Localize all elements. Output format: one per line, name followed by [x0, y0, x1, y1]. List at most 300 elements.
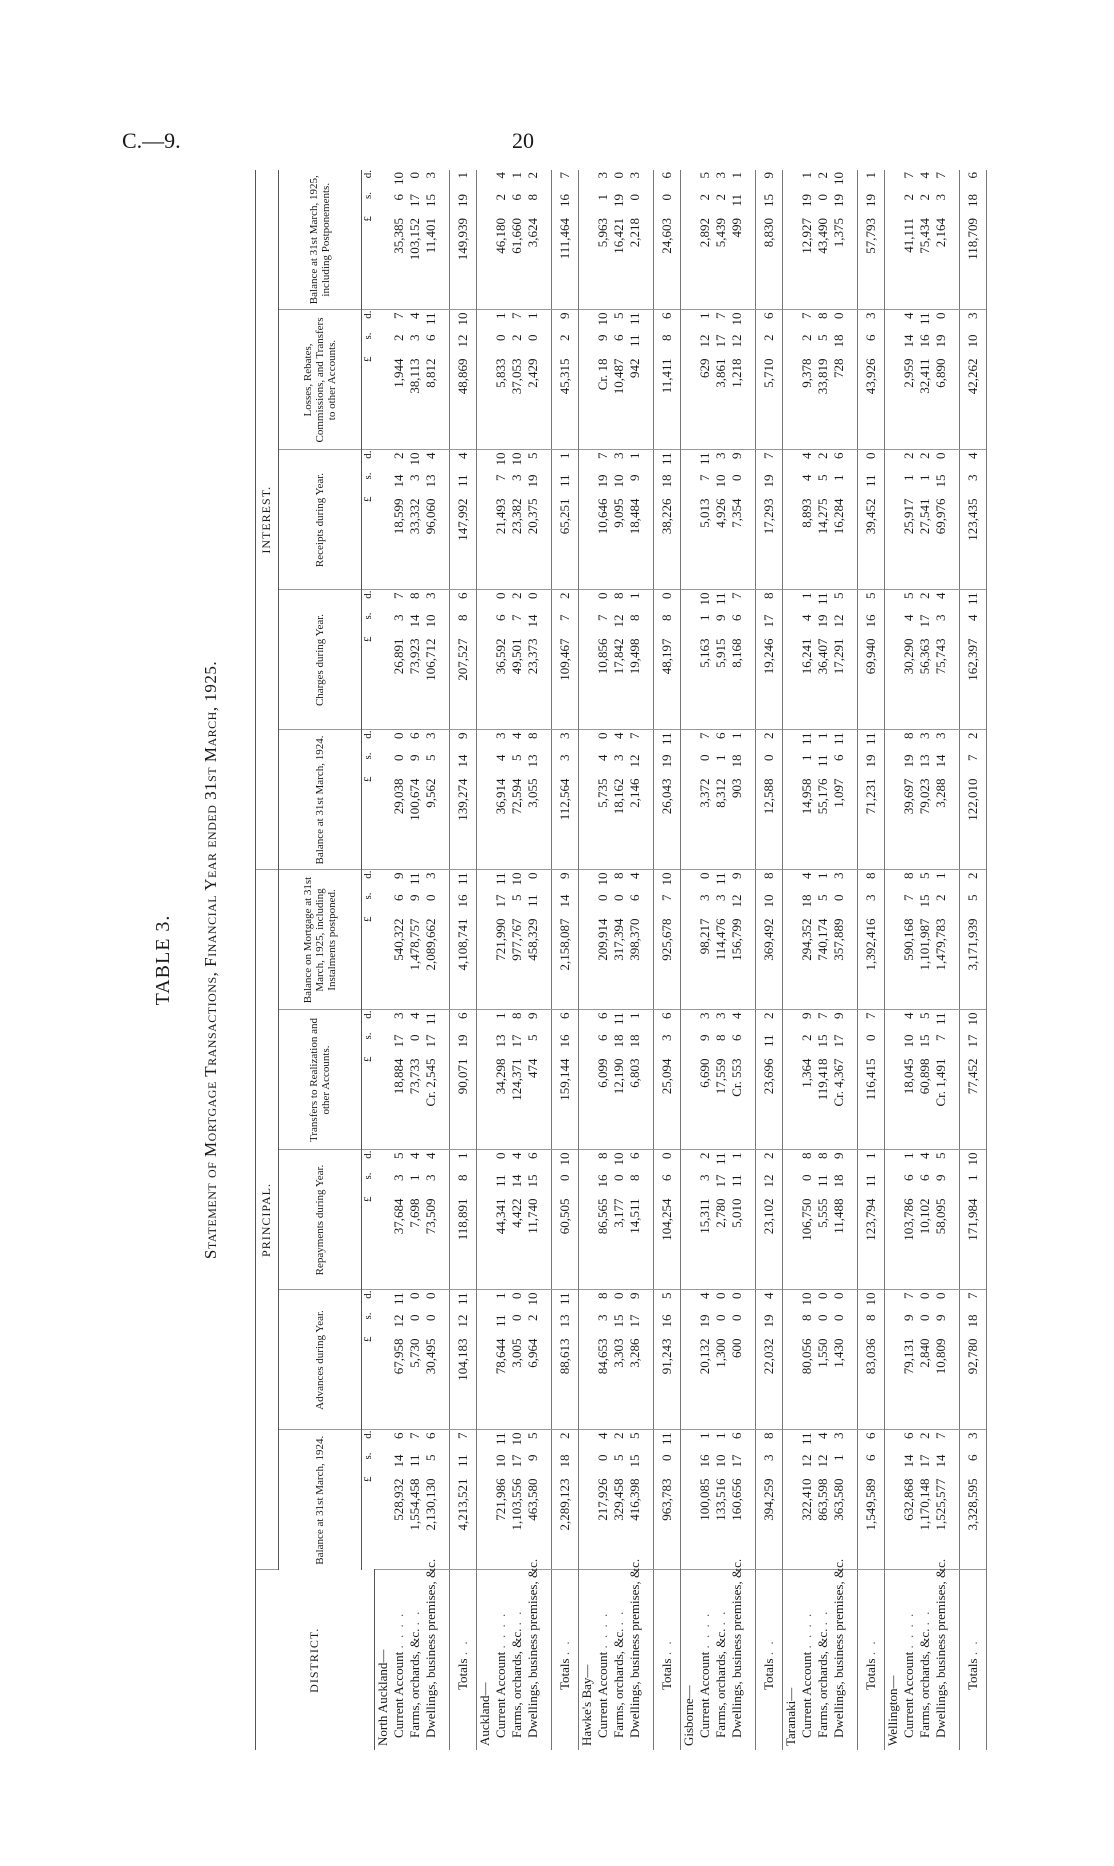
units-row: [362, 170, 375, 1750]
pounds-value: 43,926: [862, 358, 878, 395]
pounds-value: 1,554,458: [406, 1478, 422, 1531]
column-group-row: [256, 170, 279, 1750]
empty-cell: [476, 450, 493, 590]
shillings-value: 14: [932, 754, 948, 768]
pounds-value: 357,889: [830, 918, 846, 961]
amount-cell: [697, 1430, 713, 1570]
pounds-value: 1,103,556: [508, 1478, 524, 1531]
empty-cell: [680, 730, 697, 870]
amount-cell: [959, 1150, 986, 1290]
pounds-value: 18,484: [626, 498, 642, 535]
pence-value: 0: [406, 1292, 422, 1299]
amount-cell: [653, 1430, 680, 1570]
shillings-value: 3: [964, 474, 980, 481]
pounds-value: 10,646: [594, 498, 610, 535]
shillings-value: 8: [712, 1034, 728, 1041]
amount-cell: [391, 1150, 407, 1290]
shillings-value: 0: [610, 894, 626, 901]
pence-value: 11: [964, 592, 980, 606]
row-label: Farms, orchards, &c.: [508, 1628, 524, 1738]
pounds-value: 3,171,939: [964, 918, 980, 971]
shillings-value: 6: [728, 1034, 744, 1041]
shillings-value: 12: [814, 1454, 830, 1468]
shillings-value: 9: [406, 894, 422, 901]
pence-value: 1: [932, 872, 948, 879]
shillings-value: 2: [916, 194, 932, 201]
pence-value: 4: [900, 1012, 916, 1019]
shillings-value: 0: [696, 754, 712, 761]
table-row: [901, 170, 917, 1750]
shillings-value: 3: [406, 334, 422, 341]
pounds-value: 8,812: [422, 358, 438, 388]
shillings-value: 2: [798, 334, 814, 341]
row-label: Current Account: [594, 1651, 610, 1738]
shillings-value: 8: [626, 1174, 642, 1181]
pounds-value: 118,891: [454, 1198, 470, 1241]
amount-cell: [815, 170, 831, 310]
pence-value: 1: [712, 1432, 728, 1439]
shillings-value: 3: [390, 614, 406, 621]
pounds-value: 86,565: [594, 1198, 610, 1235]
amount-cell: [755, 1290, 782, 1430]
shillings-value: 18: [728, 754, 744, 768]
shillings-value: 14: [390, 474, 406, 488]
shillings-value: 12: [610, 614, 626, 628]
pence-value: 6: [594, 1012, 610, 1019]
shillings-value: 15: [814, 1034, 830, 1048]
unit-label: £: [362, 916, 374, 922]
shillings-value: 10: [712, 474, 728, 488]
amount-cell: [933, 1290, 949, 1430]
pounds-value: Cr. 4,367: [830, 1058, 846, 1107]
pounds-value: 2,892: [696, 218, 712, 248]
shillings-value: 6: [492, 614, 508, 621]
pounds-value: 17,291: [830, 638, 846, 675]
pence-value: 5: [862, 592, 878, 599]
empty-cell: [374, 590, 391, 730]
pence-value: 1: [454, 172, 470, 179]
pounds-value: 116,415: [862, 1058, 878, 1101]
shillings-value: 3: [406, 474, 422, 481]
pence-value: 10: [390, 172, 406, 185]
pence-value: 1: [728, 172, 744, 179]
shillings-value: 9: [524, 1454, 540, 1461]
pence-value: 4: [916, 1152, 932, 1159]
pence-value: 8: [524, 732, 540, 739]
amount-cell: [755, 170, 782, 310]
amount-cell: [933, 1430, 949, 1570]
empty-cell: [884, 1010, 901, 1150]
shillings-value: 5: [814, 474, 830, 481]
shillings-value: 14: [390, 1454, 406, 1468]
pounds-value: 740,174: [814, 918, 830, 961]
amount-cell: [933, 170, 949, 310]
amount-cell: [595, 1430, 611, 1570]
pence-value: 7: [594, 452, 610, 459]
amount-cell: [799, 590, 815, 730]
pence-value: 1: [626, 592, 642, 599]
shillings-value: 11: [454, 474, 470, 488]
amount-cell: [857, 450, 884, 590]
amount-cell: [713, 870, 729, 1010]
amount-cell: [815, 310, 831, 450]
pounds-value: 11,401: [422, 218, 438, 254]
document-code: C.—9.: [122, 128, 181, 153]
amount-cell: [551, 590, 578, 730]
shillings-value: 6: [862, 334, 878, 341]
column-header-row: [279, 170, 362, 1750]
amount-cell: [713, 1430, 729, 1570]
amount-cell: [857, 1150, 884, 1290]
unit-label: d.: [362, 170, 374, 179]
pounds-value: 43,490: [814, 218, 830, 254]
empty-cell: [745, 170, 756, 310]
pounds-value: 3,372: [696, 778, 712, 808]
amount-cell: [917, 170, 933, 310]
amount-cell: [917, 1290, 933, 1430]
empty-cell: [949, 730, 960, 870]
pounds-value: 159,144: [556, 1058, 572, 1101]
pence-value: 5: [932, 1152, 948, 1159]
amount-cell: [611, 1290, 627, 1430]
pounds-value: 36,914: [492, 778, 508, 815]
shillings-value: 6: [658, 1174, 674, 1181]
empty-cell: [949, 870, 960, 1010]
amount-cell: [611, 1430, 627, 1570]
unit-label: £: [362, 216, 374, 222]
amount-cell: [493, 450, 509, 590]
empty-cell: [643, 450, 654, 590]
pence-value: 5: [916, 1012, 932, 1019]
pounds-value: 322,410: [798, 1478, 814, 1521]
unit-label: £: [362, 496, 374, 502]
amount-cell: [391, 1290, 407, 1430]
row-label: Farms, orchards, &c.: [916, 1628, 932, 1738]
pence-value: 1: [900, 1152, 916, 1159]
shillings-value: 3: [610, 754, 626, 761]
amount-cell: [391, 170, 407, 310]
amount-cell: [611, 730, 627, 870]
pounds-value: 4,422: [508, 1198, 524, 1228]
amount-cell: [551, 730, 578, 870]
pence-value: 11: [712, 872, 728, 886]
row-label-cell: [959, 1570, 986, 1750]
amount-cell: [407, 450, 423, 590]
pence-value: 3: [422, 592, 438, 599]
amount-cell: [391, 450, 407, 590]
pence-value: 4: [406, 1012, 422, 1019]
amount-cell: [525, 170, 541, 310]
shillings-value: 16: [862, 614, 878, 628]
shillings-value: 17: [728, 1454, 744, 1468]
amount-cell: [831, 1150, 847, 1290]
shillings-value: 11: [814, 754, 830, 768]
pounds-value: 1,170,148: [916, 1478, 932, 1531]
pence-value: 2: [916, 1432, 932, 1439]
amount-cell: [729, 170, 745, 310]
shillings-value: 16: [594, 1174, 610, 1188]
pence-value: 5: [830, 592, 846, 599]
leader-dots: . . . .: [390, 1611, 406, 1649]
amount-cell: [959, 310, 986, 450]
spacer-row: [439, 170, 450, 1750]
amount-cell: [729, 1010, 745, 1150]
amount-cell: [407, 310, 423, 450]
shillings-value: 7: [556, 614, 572, 621]
amount-cell: [729, 1150, 745, 1290]
amount-cell: [449, 1430, 476, 1570]
pounds-value: 721,990: [492, 918, 508, 961]
pence-value: 1: [798, 172, 814, 179]
shillings-value: 10: [492, 1454, 508, 1468]
shillings-value: 19: [798, 194, 814, 207]
amount-cell: [831, 870, 847, 1010]
empty-cell: [476, 730, 493, 870]
amount-cell: [729, 1430, 745, 1570]
empty-cell: [884, 730, 901, 870]
pence-value: 7: [626, 732, 642, 739]
empty-cell: [578, 450, 595, 590]
pence-value: 1: [556, 452, 572, 459]
pounds-value: 90,071: [454, 1058, 470, 1095]
empty-cell: [541, 730, 552, 870]
amount-cell: [551, 1150, 578, 1290]
amount-cell: [933, 1010, 949, 1150]
pounds-value: 75,743: [932, 638, 948, 675]
empty-cell: [884, 590, 901, 730]
amount-cell: [627, 170, 643, 310]
pence-value: 10: [492, 452, 508, 466]
amount-cell: [713, 1150, 729, 1290]
shillings-value: 6: [626, 894, 642, 901]
pounds-value: 2,218: [626, 218, 642, 248]
amount-cell: [755, 1150, 782, 1290]
amount-cell: [653, 450, 680, 590]
shillings-value: 0: [508, 1314, 524, 1321]
empty-cell: [374, 1290, 391, 1430]
pounds-value: 3,005: [508, 1338, 524, 1368]
pounds-value: 3,328,595: [964, 1478, 980, 1531]
row-label: Totals: [658, 1658, 674, 1690]
shillings-value: 0: [916, 1314, 932, 1321]
amount-cell: [449, 310, 476, 450]
empty-cell: [541, 1010, 552, 1150]
column-header: Losses, Rebates, Commissions, and Transfers to other Accounts.: [279, 310, 362, 450]
shillings-value: 4: [964, 614, 980, 621]
pounds-value: 629: [696, 358, 712, 378]
shillings-value: 10: [610, 474, 626, 488]
pence-value: 7: [964, 1292, 980, 1299]
pounds-value: 3,055: [524, 778, 540, 808]
column-header: Repayments during Year.: [279, 1150, 362, 1290]
empty-cell: [949, 1290, 960, 1430]
amount-cell: [595, 450, 611, 590]
empty-cell: [949, 590, 960, 730]
shillings-value: 14: [900, 334, 916, 348]
row-label-cell: [815, 1570, 831, 1750]
pounds-value: 48,869: [454, 358, 470, 395]
pounds-value: 5,963: [594, 218, 610, 248]
row-label-cell: [917, 1570, 933, 1750]
pence-value: 9: [728, 872, 744, 879]
shillings-value: 19: [900, 754, 916, 768]
pounds-value: 38,226: [658, 498, 674, 535]
amount-cell: [653, 870, 680, 1010]
empty-cell: [745, 870, 756, 1010]
shillings-value: 19: [696, 1314, 712, 1328]
pence-value: 2: [760, 732, 776, 739]
shillings-value: 6: [728, 614, 744, 621]
amount-cell: [525, 1430, 541, 1570]
amount-cell: [959, 730, 986, 870]
shillings-value: 3: [556, 754, 572, 761]
pounds-value: 73,733: [406, 1058, 422, 1095]
unit-label: s.: [362, 1032, 374, 1040]
unit-label: s.: [362, 752, 374, 760]
pounds-value: 160,656: [728, 1478, 744, 1521]
pounds-value: 60,898: [916, 1058, 932, 1095]
amount-cell: [815, 1010, 831, 1150]
amount-cell: [493, 1430, 509, 1570]
pence-value: 10: [862, 1292, 878, 1306]
pence-value: 6: [728, 1432, 744, 1439]
mortgage-transactions-table: [255, 170, 987, 1750]
amount-cell: [831, 1010, 847, 1150]
pence-value: 5: [626, 1432, 642, 1439]
leader-dots: . .: [916, 1609, 932, 1626]
amount-cell: [729, 1290, 745, 1430]
pence-value: 9: [390, 872, 406, 879]
shillings-value: 0: [712, 1314, 728, 1321]
pence-value: 10: [798, 1292, 814, 1306]
amount-cell: [525, 450, 541, 590]
pounds-value: Cr. 1,491: [932, 1058, 948, 1107]
amount-cell: [917, 1430, 933, 1570]
shillings-value: 15: [760, 194, 776, 207]
pence-value: 8: [610, 872, 626, 879]
empty-cell: [782, 730, 799, 870]
shillings-value: 5: [964, 894, 980, 901]
shillings-value: 17: [626, 1314, 642, 1328]
amount-cell: [697, 590, 713, 730]
amount-cell: [831, 730, 847, 870]
shillings-value: 0: [626, 194, 642, 201]
pounds-value: 41,111: [900, 218, 916, 253]
pence-value: 0: [728, 1292, 744, 1299]
unit-label: £: [362, 1476, 374, 1482]
pence-value: 0: [932, 312, 948, 319]
empty-cell: [578, 1290, 595, 1430]
pounds-value: 38,113: [406, 358, 422, 394]
amount-cell: [423, 1430, 439, 1570]
shillings-value: 16: [454, 894, 470, 908]
pounds-value: 122,010: [964, 778, 980, 821]
pence-value: 4: [626, 872, 642, 879]
table-row: [799, 170, 815, 1750]
pence-value: 1: [814, 732, 830, 739]
shillings-value: 10: [712, 1454, 728, 1468]
row-label: Totals: [760, 1658, 776, 1690]
shillings-value: 12: [454, 334, 470, 348]
amount-cell: [653, 730, 680, 870]
amount-cell: [423, 1010, 439, 1150]
pence-value: 1: [862, 172, 878, 179]
pence-value: 6: [390, 1432, 406, 1439]
shillings-value: 4: [594, 754, 610, 761]
shillings-value: 0: [406, 1314, 422, 1321]
empty-cell: [680, 170, 697, 310]
pence-value: 0: [524, 592, 540, 599]
shillings-value: 8: [524, 194, 540, 201]
pence-value: 7: [508, 312, 524, 319]
empty-cell: [884, 450, 901, 590]
pounds-value: 2,158,087: [556, 918, 572, 971]
shillings-value: 1: [964, 1174, 980, 1181]
row-label-cell: [626, 1558, 643, 1750]
unit-labels: [362, 1290, 375, 1430]
pence-value: 11: [658, 1432, 674, 1446]
amount-cell: [815, 450, 831, 590]
amount-cell: [933, 870, 949, 1010]
shillings-value: 9: [932, 1314, 948, 1321]
unit-labels: [362, 1150, 375, 1290]
amount-cell: [611, 590, 627, 730]
column-header: Balance on Mortgage at 31st March, 1925, including Instalments postponed.: [279, 870, 362, 1010]
pence-value: 6: [658, 312, 674, 319]
amount-cell: [407, 1430, 423, 1570]
pence-value: 10: [406, 452, 422, 466]
empty-cell: [949, 170, 960, 310]
empty-cell: [782, 170, 799, 310]
amount-cell: [407, 1150, 423, 1290]
empty-cell: [782, 1290, 799, 1430]
pounds-value: 3,303: [610, 1338, 626, 1368]
pounds-value: 67,958: [390, 1338, 406, 1375]
totals-row: [449, 170, 476, 1750]
amount-cell: [627, 310, 643, 450]
pence-value: 2: [556, 1432, 572, 1439]
shillings-value: 4: [798, 614, 814, 621]
pence-value: 3: [932, 732, 948, 739]
empty-cell: [680, 310, 697, 450]
pounds-value: 12,588: [760, 778, 776, 815]
amount-cell: [627, 1150, 643, 1290]
pence-value: 4: [406, 312, 422, 319]
amount-cell: [595, 310, 611, 450]
amount-cell: [799, 870, 815, 1010]
shillings-value: 19: [932, 334, 948, 348]
pounds-value: 37,684: [390, 1198, 406, 1235]
empty-cell: [643, 730, 654, 870]
pence-value: 11: [658, 732, 674, 746]
row-label: Totals: [862, 1658, 878, 1690]
pence-value: 7: [454, 1432, 470, 1439]
pence-value: 6: [964, 172, 980, 179]
pence-value: 8: [610, 592, 626, 599]
amount-cell: [857, 870, 884, 1010]
pounds-value: 156,799: [728, 918, 744, 961]
pounds-value: 69,940: [862, 638, 878, 675]
shillings-value: 2: [798, 1034, 814, 1041]
pounds-value: 369,492: [760, 918, 776, 961]
pence-value: 11: [696, 452, 712, 466]
pence-value: 10: [658, 872, 674, 886]
pounds-value: 7,354: [728, 498, 744, 528]
pounds-value: 5,915: [712, 638, 728, 668]
amount-cell: [449, 1150, 476, 1290]
pence-value: 11: [798, 1432, 814, 1446]
shillings-value: 15: [932, 474, 948, 488]
